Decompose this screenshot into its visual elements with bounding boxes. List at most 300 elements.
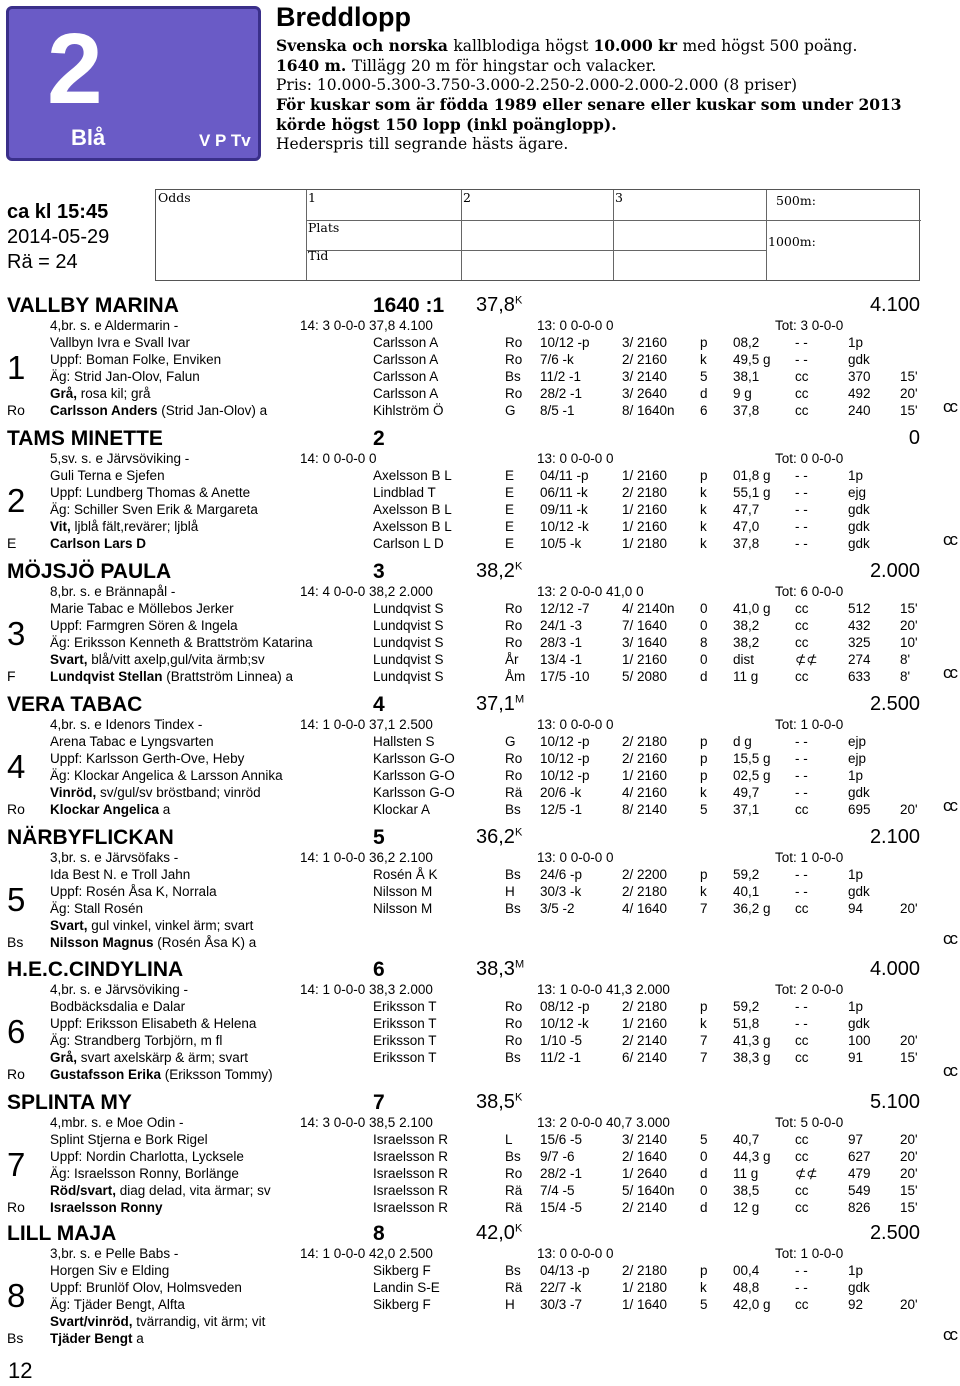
start-history-row <box>0 652 960 669</box>
history-col-5: d <box>700 1200 708 1215</box>
history-col-5: p <box>700 768 708 783</box>
history-col-7: - - <box>795 519 808 534</box>
history-col-8: 492 <box>848 386 871 401</box>
history-col-4: 1/ 2160 <box>622 502 668 517</box>
horse-number: 3 <box>7 615 26 652</box>
history-col-0: Uppf: Brunlöf Olov, Holmsveden <box>50 1280 242 1295</box>
history-col-0: Äg: Eriksson Kenneth & Brattström Katarina <box>50 635 313 650</box>
history-col-5: p <box>700 468 708 483</box>
history-col-7: cc <box>795 1149 809 1164</box>
history-col-1: Carlsson A <box>373 335 439 350</box>
history-col-8: 94 <box>848 901 864 916</box>
start-history-row <box>0 1033 960 1050</box>
stats-b: 14: 0 0-0-0 0 <box>300 451 377 466</box>
record-time: 42,0 <box>476 1222 515 1244</box>
stats-c: 13: 0 0-0-0 0 <box>537 717 614 732</box>
record-time: 36,2 <box>476 826 515 848</box>
history-col-6: 41,0 g <box>733 601 771 616</box>
stats-d: Tot: 3 0-0-0 <box>775 318 844 333</box>
history-col-6: 47,7 <box>733 502 760 517</box>
history-col-7: cc <box>795 669 809 684</box>
stats-a: 4,br. s. e Aldermarin - <box>50 318 179 333</box>
start-info <box>7 200 109 275</box>
start-history-row <box>0 1331 960 1348</box>
start-history-row <box>0 751 960 768</box>
history-col-1: Kihlström Ö <box>373 403 444 418</box>
history-col-4: 3/ 2140 <box>622 369 668 384</box>
history-col-1: Sikberg F <box>373 1297 431 1312</box>
history-col-6: 00,4 <box>733 1263 760 1278</box>
horse-name: VALLBY MARINA <box>7 294 179 317</box>
history-col-0: Vallbyn Ivra e Svall Ivar <box>50 335 191 350</box>
result-grid <box>155 189 920 281</box>
history-col-3: 04/11 -p <box>540 468 589 483</box>
history-col-7: cc <box>795 635 809 650</box>
history-col-8: 1p <box>848 1263 864 1278</box>
history-col-0: Uppf: Rosén Åsa K, Norrala <box>50 884 217 899</box>
start-history-row <box>0 468 960 485</box>
history-col-4: 4/ 1640 <box>622 901 668 916</box>
page-number: 12 <box>8 1358 33 1383</box>
history-col-0: Israelsson Ronny <box>50 1200 163 1215</box>
start-history-row <box>0 768 960 785</box>
history-col-5: d <box>700 386 708 401</box>
horse-name: VERA TABAC <box>7 693 143 716</box>
history-col-5: 7 <box>700 1050 708 1065</box>
history-col-7: cc <box>795 618 809 633</box>
history-col-5: 7 <box>700 901 708 916</box>
history-col-3: 24/6 -p <box>540 867 583 882</box>
history-col-3: 10/12 -k <box>540 1016 589 1031</box>
history-col-9: 15' <box>900 601 918 616</box>
history-col-2: Bs <box>505 1263 521 1278</box>
history-col-9: 20' <box>900 802 918 817</box>
race-color: Blå <box>71 125 106 150</box>
history-col-1: Carlsson A <box>373 369 439 384</box>
history-col-2: E <box>505 502 515 517</box>
record-type: M <box>514 958 525 971</box>
history-col-8: 1p <box>848 999 864 1014</box>
history-col-2: H <box>505 884 515 899</box>
history-col-1: Israelsson R <box>373 1183 449 1198</box>
race-condition-line: Svenska och norska kallblodiga högst 10.000 kr med högst 500 poäng. <box>276 36 858 55</box>
history-col-8: gdk <box>848 884 870 899</box>
history-col-0: Äg: Schiller Sven Erik & Margareta <box>50 502 258 517</box>
history-col-5: p <box>700 734 708 749</box>
history-col-6: 42,0 g <box>733 1297 771 1312</box>
stats-a: 4,br. s. e Järvsöviking - <box>50 982 189 997</box>
history-col-6: 38,2 <box>733 618 760 633</box>
race-number: 2 <box>47 13 103 125</box>
history-col-0: Äg: Stall Rosén <box>50 901 144 916</box>
history-col-5: 8 <box>700 635 708 650</box>
start-history-row <box>0 601 960 618</box>
stats-d: Tot: 1 0-0-0 <box>775 717 844 732</box>
record-type: K <box>514 1091 523 1104</box>
history-col-8: 549 <box>848 1183 871 1198</box>
history-col-5: k <box>700 1280 707 1295</box>
history-col-1: Lundqvist S <box>373 669 444 684</box>
cc-icon: cc <box>943 1061 956 1080</box>
race-condition-line: För kuskar som är födda 1989 eller senare eller kuskar som under 2013 <box>276 95 902 114</box>
odds-label: Odds <box>158 190 191 205</box>
place-1-label: 1 <box>308 190 316 205</box>
history-col-4: 2/ 2140 <box>622 1200 668 1215</box>
history-col-4: 1/ 2160 <box>622 468 668 483</box>
horse-prize: 5.100 <box>869 1091 920 1113</box>
history-col-7: cc <box>795 386 809 401</box>
horse-prize: 2.500 <box>869 693 920 715</box>
history-col-1: Rosén Å K <box>373 867 438 882</box>
horse-stats-row <box>0 584 960 601</box>
history-col-8: 1p <box>848 335 864 350</box>
horse-prize: 4.100 <box>869 294 920 316</box>
history-col-6: 37,1 <box>733 802 760 817</box>
history-col-0: Carlsson Anders (Strid Jan-Olov) a <box>50 403 268 418</box>
history-col-9: 20' <box>900 1132 918 1147</box>
history-col-4: 2/ 2200 <box>622 867 668 882</box>
history-col-6: 44,3 g <box>733 1149 771 1164</box>
history-col-9: 8' <box>900 652 911 667</box>
history-col-1: Axelsson B L <box>373 519 452 534</box>
history-col-9: 15' <box>900 369 918 384</box>
history-col-6: d g <box>733 734 752 749</box>
history-col-3: 11/2 -1 <box>540 1050 582 1065</box>
history-col-6: 49,7 <box>733 785 760 800</box>
history-col-6: 40,1 <box>733 884 760 899</box>
history-col-7: - - <box>795 751 808 766</box>
start-history-row <box>0 536 960 553</box>
history-col-0: Grå, rosa kil; grå <box>50 386 151 401</box>
history-col-3: 12/12 -7 <box>540 601 590 616</box>
history-col-3: 10/12 -p <box>540 335 590 350</box>
history-col-9: 15' <box>900 1200 918 1215</box>
history-col-2: L <box>505 1132 513 1147</box>
record-type: K <box>514 560 523 573</box>
history-col-4: 3/ 2640 <box>622 386 668 401</box>
history-col-4: 3/ 2140 <box>622 1132 668 1147</box>
horse-distance: 7 <box>373 1091 385 1114</box>
history-col-9: 20' <box>900 1166 918 1181</box>
history-col-8: gdk <box>848 352 870 367</box>
cc-icon: cc <box>943 796 956 815</box>
history-col-6: 08,2 <box>733 335 760 350</box>
history-col-6: 01,8 g <box>733 468 771 483</box>
place-2-label: 2 <box>463 190 471 205</box>
history-col-3: 1/10 -5 <box>540 1033 583 1048</box>
horse-prize: 2.100 <box>869 826 920 848</box>
stats-b: 14: 1 0-0-0 36,2 2.100 <box>300 850 433 865</box>
history-col-7: cc <box>795 1132 809 1147</box>
cc-icon: cc <box>943 397 956 416</box>
history-col-0: Svart, gul vinkel, vinkel ärm; svart <box>50 918 254 933</box>
history-col-7: cc <box>795 802 809 817</box>
cc-icon: cc <box>943 1325 956 1344</box>
history-col-0: Äg: Strid Jan-Olov, Falun <box>50 369 200 384</box>
race-title: Breddlopp <box>276 2 411 32</box>
history-col-1: Lundqvist S <box>373 601 444 616</box>
horse-stats-row <box>0 451 960 468</box>
horse-number: 8 <box>7 1277 26 1314</box>
history-col-2: G <box>505 403 516 418</box>
history-col-0: Vinröd, sv/gul/sv bröstband; vinröd <box>50 785 261 800</box>
history-col-8: 826 <box>848 1200 871 1215</box>
history-col-4: 1/ 2160 <box>622 768 668 783</box>
history-col-6: 59,2 <box>733 867 760 882</box>
horse-prize: 0 <box>908 427 920 449</box>
history-col-2: H <box>505 1297 515 1312</box>
race-condition-line: körde högst 150 lopp (inkl poänglopp). <box>276 115 617 134</box>
history-col-7: - - <box>795 999 808 1014</box>
history-col-2: Ro <box>505 386 523 401</box>
horse-record <box>476 294 522 317</box>
stats-c: 13: 2 0-0-0 41,0 0 <box>537 584 644 599</box>
history-col-0: Uppf: Farmgren Sören & Ingela <box>50 618 238 633</box>
history-col-1: Landin S-E <box>373 1280 440 1295</box>
history-col-8: 91 <box>848 1050 864 1065</box>
history-col-0: Äg: Strandberg Torbjörn, m fl <box>50 1033 223 1048</box>
history-col-4: 1/ 2160 <box>622 519 668 534</box>
history-col-5: k <box>700 884 707 899</box>
history-col-4: 4/ 2160 <box>622 785 668 800</box>
history-col-3: 9/7 -6 <box>540 1149 575 1164</box>
stats-d: Tot: 1 0-0-0 <box>775 850 844 865</box>
history-col-3: 30/3 -7 <box>540 1297 583 1312</box>
history-col-2: E <box>505 485 515 500</box>
horse-name: LILL MAJA <box>7 1222 117 1245</box>
history-col-5: p <box>700 751 708 766</box>
stats-a: 5,sv. s. e Järvsöviking - <box>50 451 190 466</box>
history-col-2: Bs <box>505 1050 521 1065</box>
history-col-4: 2/ 2160 <box>622 751 668 766</box>
history-col-8: 100 <box>848 1033 871 1048</box>
history-col-1: Lundqvist S <box>373 652 444 667</box>
cc-icon: cc <box>943 530 956 549</box>
history-col-0: Grå, svart axelskärp & ärm; svart <box>50 1050 249 1065</box>
history-col-3: 20/6 -k <box>540 785 582 800</box>
history-col-8: gdk <box>848 536 870 551</box>
start-history-row <box>0 867 960 884</box>
history-col-9: 8' <box>900 669 911 684</box>
history-col-7: ⊄⊄ <box>795 1166 818 1181</box>
horse-number: 7 <box>7 1146 26 1183</box>
start-history-row <box>0 1132 960 1149</box>
shoe-code: Ro <box>7 801 25 817</box>
history-col-4: 1/ 2640 <box>622 1166 668 1181</box>
horse-name: H.E.C.CINDYLINA <box>7 958 184 981</box>
stats-a: 3,br. s. e Järvsöfaks - <box>50 850 179 865</box>
history-col-0: Splint Stjerna e Bork Rigel <box>50 1132 208 1147</box>
history-col-4: 8/ 2140 <box>622 802 668 817</box>
history-col-0: Uppf: Eriksson Elisabeth & Helena <box>50 1016 257 1031</box>
history-col-7: cc <box>795 1200 809 1215</box>
history-col-6: 55,1 g <box>733 485 771 500</box>
start-history-row <box>0 352 960 369</box>
horse-name: MÖJSJÖ PAULA <box>7 560 172 583</box>
history-col-5: p <box>700 335 708 350</box>
history-col-7: cc <box>795 1050 809 1065</box>
shoe-code: Bs <box>7 934 24 950</box>
history-col-3: 15/4 -5 <box>540 1200 583 1215</box>
history-col-6: 51,8 <box>733 1016 760 1031</box>
history-col-7: cc <box>795 1183 809 1198</box>
history-col-5: k <box>700 519 707 534</box>
horse-prize: 4.000 <box>869 958 920 980</box>
m500-label: 500m: <box>776 193 816 208</box>
history-col-5: d <box>700 669 708 684</box>
history-col-4: 4/ 2140n <box>622 601 675 616</box>
history-col-5: 0 <box>700 1149 708 1164</box>
horse-record <box>476 1222 522 1245</box>
history-col-3: 30/3 -k <box>540 884 582 899</box>
start-history-row <box>0 618 960 635</box>
record-type: K <box>514 1222 523 1235</box>
history-col-0: Röd/svart, diag delad, vita ärmar; sv <box>50 1183 271 1198</box>
history-col-1: Eriksson T <box>373 1050 437 1065</box>
shoe-code: Ro <box>7 402 25 418</box>
history-col-8: 627 <box>848 1149 871 1164</box>
history-col-2: Ro <box>505 1016 523 1031</box>
history-col-7: - - <box>795 468 808 483</box>
start-history-row <box>0 1297 960 1314</box>
history-col-9: 15' <box>900 1050 918 1065</box>
history-col-2: Åm <box>505 669 526 684</box>
start-history-row <box>0 669 960 686</box>
stats-c: 13: 0 0-0-0 0 <box>537 451 614 466</box>
history-col-2: Bs <box>505 867 521 882</box>
history-col-6: 36,2 g <box>733 901 771 916</box>
history-col-2: Ro <box>505 768 523 783</box>
horse-number: 6 <box>7 1013 26 1050</box>
horse-stats-row <box>0 1246 960 1263</box>
history-col-2: Ro <box>505 352 523 367</box>
history-col-0: Vit, ljblå fält,revärer; ljblå <box>50 519 199 534</box>
history-col-3: 10/5 -k <box>540 536 582 551</box>
history-col-8: 512 <box>848 601 871 616</box>
history-col-9: 20' <box>900 386 918 401</box>
history-col-8: ejp <box>848 751 867 766</box>
history-col-1: Carlsson A <box>373 352 439 367</box>
race-condition-line: 1640 m. Tillägg 20 m för hingstar och valacker. <box>276 56 657 75</box>
shoe-code: Ro <box>7 1066 25 1082</box>
history-col-2: Bs <box>505 901 521 916</box>
start-history-row <box>0 1183 960 1200</box>
history-col-8: ejp <box>848 734 867 749</box>
history-col-0: Äg: Israelsson Ronny, Borlänge <box>50 1166 239 1181</box>
history-col-6: 15,5 g <box>733 751 771 766</box>
history-col-4: 2/ 2180 <box>622 1263 668 1278</box>
history-col-8: 97 <box>848 1132 864 1147</box>
history-col-7: cc <box>795 901 809 916</box>
record-type: K <box>514 826 523 839</box>
history-col-9: 15' <box>900 403 918 418</box>
history-col-5: p <box>700 867 708 882</box>
history-col-7: cc <box>795 403 809 418</box>
history-col-0: Äg: Tjäder Bengt, Alfta <box>50 1297 185 1312</box>
horse-name: TAMS MINETTE <box>7 427 163 450</box>
history-col-3: 8/5 -1 <box>540 403 575 418</box>
history-col-1: Lundqvist S <box>373 635 444 650</box>
history-col-3: 7/4 -5 <box>540 1183 575 1198</box>
start-history-row <box>0 935 960 952</box>
race-conditions <box>276 36 956 154</box>
place-3-label: 3 <box>615 190 623 205</box>
history-col-6: dist <box>733 652 755 667</box>
history-col-5: k <box>700 352 707 367</box>
history-col-0: Marie Tabac e Möllebos Jerker <box>50 601 234 616</box>
history-col-9: 20' <box>900 901 918 916</box>
history-col-7: cc <box>795 1297 809 1312</box>
history-col-4: 2/ 1640 <box>622 1149 668 1164</box>
history-col-0: Uppf: Nordin Charlotta, Lycksele <box>50 1149 244 1164</box>
history-col-8: 1p <box>848 468 864 483</box>
race-bet-types: V P Tv <box>199 131 251 150</box>
history-col-5: 0 <box>700 1183 708 1198</box>
history-col-8: 325 <box>848 635 871 650</box>
start-history-row <box>0 635 960 652</box>
history-col-2: Rä <box>505 785 523 800</box>
history-col-1: Israelsson R <box>373 1132 449 1147</box>
history-col-8: gdk <box>848 502 870 517</box>
stats-b: 14: 1 0-0-0 42,0 2.500 <box>300 1246 433 1261</box>
history-col-8: 370 <box>848 369 871 384</box>
history-col-5: p <box>700 1263 708 1278</box>
history-col-3: 10/12 -p <box>540 734 590 749</box>
history-col-5: 7 <box>700 1033 708 1048</box>
history-col-3: 28/2 -1 <box>540 1166 583 1181</box>
start-history-row <box>0 918 960 935</box>
record-time: 38,3 <box>476 958 515 980</box>
history-col-4: 1/ 2180 <box>622 536 668 551</box>
history-col-1: Karlsson G-O <box>373 751 455 766</box>
history-col-5: k <box>700 485 707 500</box>
horse-name: NÄRBYFLICKAN <box>7 826 174 849</box>
horse-record <box>476 560 522 583</box>
horse-distance: 6 <box>373 958 385 981</box>
history-col-7: - - <box>795 1280 808 1295</box>
horse-stats-row <box>0 1115 960 1132</box>
history-col-7: - - <box>795 884 808 899</box>
history-col-7: - - <box>795 785 808 800</box>
history-col-3: 3/5 -2 <box>540 901 575 916</box>
history-col-4: 2/ 2140 <box>622 1033 668 1048</box>
stats-a: 8,br. s. e Brännapål - <box>50 584 176 599</box>
stats-d: Tot: 5 0-0-0 <box>775 1115 844 1130</box>
shoe-code: Bs <box>7 1330 24 1346</box>
history-col-3: 24/1 -3 <box>540 618 583 633</box>
horse-prize: 2.000 <box>869 560 920 582</box>
history-col-9: 20' <box>900 1297 918 1312</box>
history-col-1: Carlsson A <box>373 386 439 401</box>
record-type: M <box>514 693 525 706</box>
start-history-row <box>0 1314 960 1331</box>
start-history-row <box>0 1263 960 1280</box>
stats-d: Tot: 1 0-0-0 <box>775 1246 844 1261</box>
start-history-row <box>0 519 960 536</box>
history-col-8: 274 <box>848 652 871 667</box>
history-col-0: Ida Best N. e Troll Jahn <box>50 867 191 882</box>
history-col-4: 2/ 2180 <box>622 734 668 749</box>
stats-a: 4,mbr. s. e Moe Odin - <box>50 1115 184 1130</box>
start-history-row <box>0 369 960 386</box>
history-col-6: 38,2 <box>733 635 760 650</box>
history-col-7: - - <box>795 485 808 500</box>
history-col-0: Svart/vinröd, tvärrandig, vit ärm; vit <box>50 1314 266 1329</box>
history-col-0: Nilsson Magnus (Rosén Åsa K) a <box>50 935 257 950</box>
history-col-1: Eriksson T <box>373 999 437 1014</box>
history-col-2: Ro <box>505 618 523 633</box>
horse-stats-row <box>0 982 960 999</box>
